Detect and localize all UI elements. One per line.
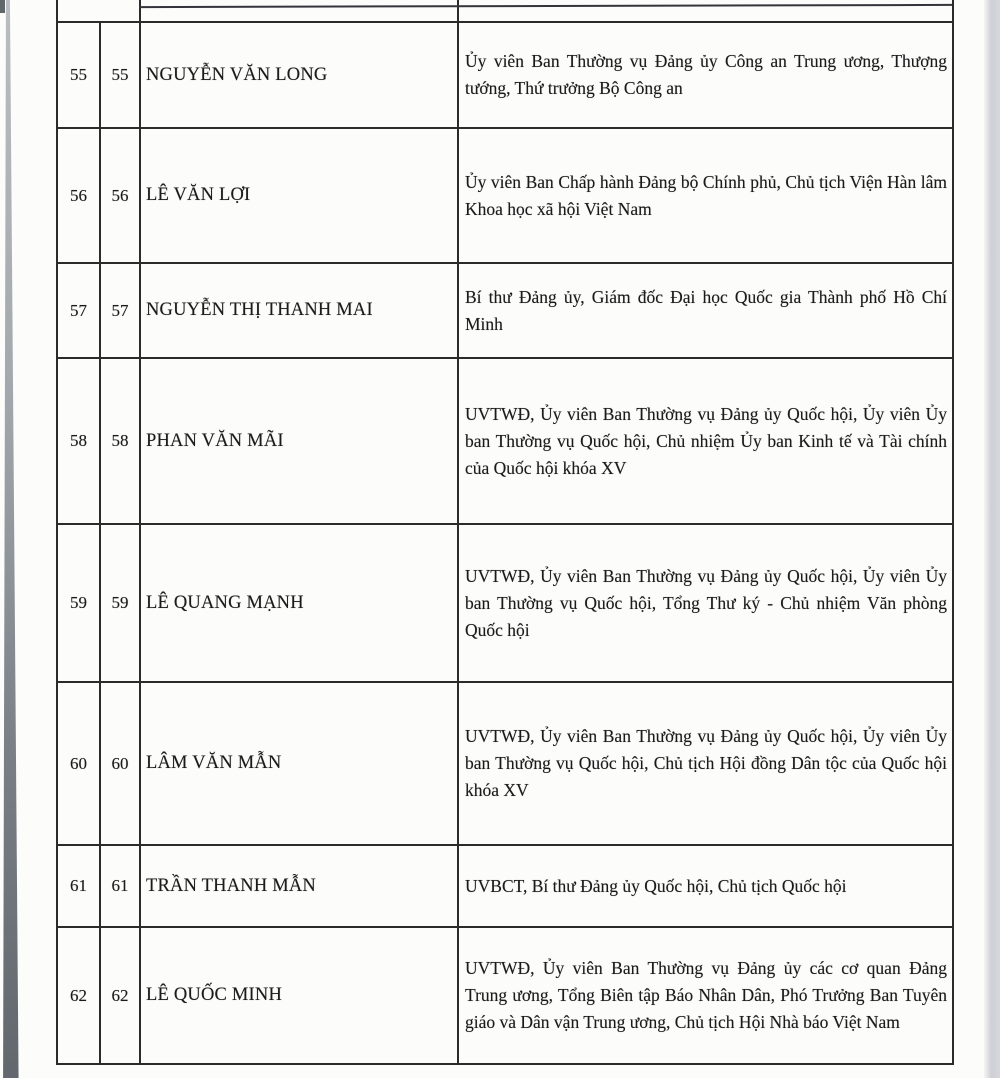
name-cell: TRẦN THANH MẪN xyxy=(140,845,458,927)
name-cell: LÊ QUANG MẠNH xyxy=(140,524,458,682)
table-row xyxy=(57,524,953,682)
stt-cell: 60 xyxy=(57,682,100,845)
stt2-cell: 60 xyxy=(100,682,140,845)
position-cell: UVBCT, Bí thư Đảng ủy Quốc hội, Chủ tịch Quốc hội xyxy=(458,845,953,927)
table-row xyxy=(57,845,953,927)
scan-corner-mark xyxy=(0,0,5,13)
table-row xyxy=(57,682,953,845)
stt-cell: 58 xyxy=(57,358,100,524)
table-row xyxy=(57,22,953,128)
stt2-cell: 55 xyxy=(100,22,140,128)
stt2-cell: 56 xyxy=(100,128,140,263)
name-cell: LÊ QUỐC MINH xyxy=(140,927,458,1064)
position-cell: UVTWĐ, Ủy viên Ban Thường vụ Đảng ủy Quốc hội, Ủy viên Ủy ban Thường vụ Quốc hội, Chủ nhiệm Ủy ban Kinh tế và Tài chính của Quốc hội khóa XV xyxy=(458,358,953,524)
position-cell: UVTWĐ, Ủy viên Ban Thường vụ Đảng ủy Quốc hội, Ủy viên Ủy ban Thường vụ Quốc hội, Chủ tịch Hội đồng Dân tộc của Quốc hội khóa XV xyxy=(458,682,953,845)
name-cell: NGUYỄN THỊ THANH MAI xyxy=(140,263,458,358)
position-cell: Ủy viên Ban Thường vụ Đảng ủy Công an Trung ương, Thượng tướng, Thứ trưởng Bộ Công an xyxy=(458,22,953,128)
empty-cell xyxy=(140,0,458,22)
stt-cell: 59 xyxy=(57,524,100,682)
stt2-cell: 61 xyxy=(100,845,140,927)
table-row xyxy=(57,358,953,524)
stt2-cell: 59 xyxy=(100,524,140,682)
empty-cell xyxy=(57,0,140,22)
officials-table xyxy=(56,0,954,1065)
stt2-cell: 57 xyxy=(100,263,140,358)
table-row xyxy=(57,263,953,358)
name-cell: LÂM VĂN MẪN xyxy=(140,682,458,845)
left-scan-edge-shadow xyxy=(2,0,20,1078)
position-cell: UVTWĐ, Ủy viên Ban Thường vụ Đảng ủy các cơ quan Đảng Trung ương, Tổng Biên tập Báo Nhân Dân, Phó Trưởng Ban Tuyên giáo và Dân vận Trung ương, Chủ tịch Hội Nhà báo Việt Nam xyxy=(458,927,953,1064)
position-cell: UVTWĐ, Ủy viên Ban Thường vụ Đảng ủy Quốc hội, Ủy viên Ủy ban Thường vụ Quốc hội, Tổng Thư ký - Chủ nhiệm Văn phòng Quốc hội xyxy=(458,524,953,682)
name-cell: NGUYỄN VĂN LONG xyxy=(140,22,458,128)
name-cell: LÊ VĂN LỢI xyxy=(140,128,458,263)
stt-cell: 56 xyxy=(57,128,100,263)
position-cell: Ủy viên Ban Chấp hành Đảng bộ Chính phủ, Chủ tịch Viện Hàn lâm Khoa học xã hội Việt Nam xyxy=(458,128,953,263)
stt2-cell: 58 xyxy=(100,358,140,524)
stt-cell: 61 xyxy=(57,845,100,927)
stt-cell: 57 xyxy=(57,263,100,358)
position-cell: Bí thư Đảng ủy, Giám đốc Đại học Quốc gia Thành phố Hồ Chí Minh xyxy=(458,263,953,358)
name-cell: PHAN VĂN MÃI xyxy=(140,358,458,524)
right-scan-edge-shadow xyxy=(984,0,1000,1078)
stt2-cell: 62 xyxy=(100,927,140,1064)
table-row xyxy=(57,128,953,263)
table-row xyxy=(57,927,953,1064)
stt-cell: 55 xyxy=(57,22,100,128)
stt-cell: 62 xyxy=(57,927,100,1064)
